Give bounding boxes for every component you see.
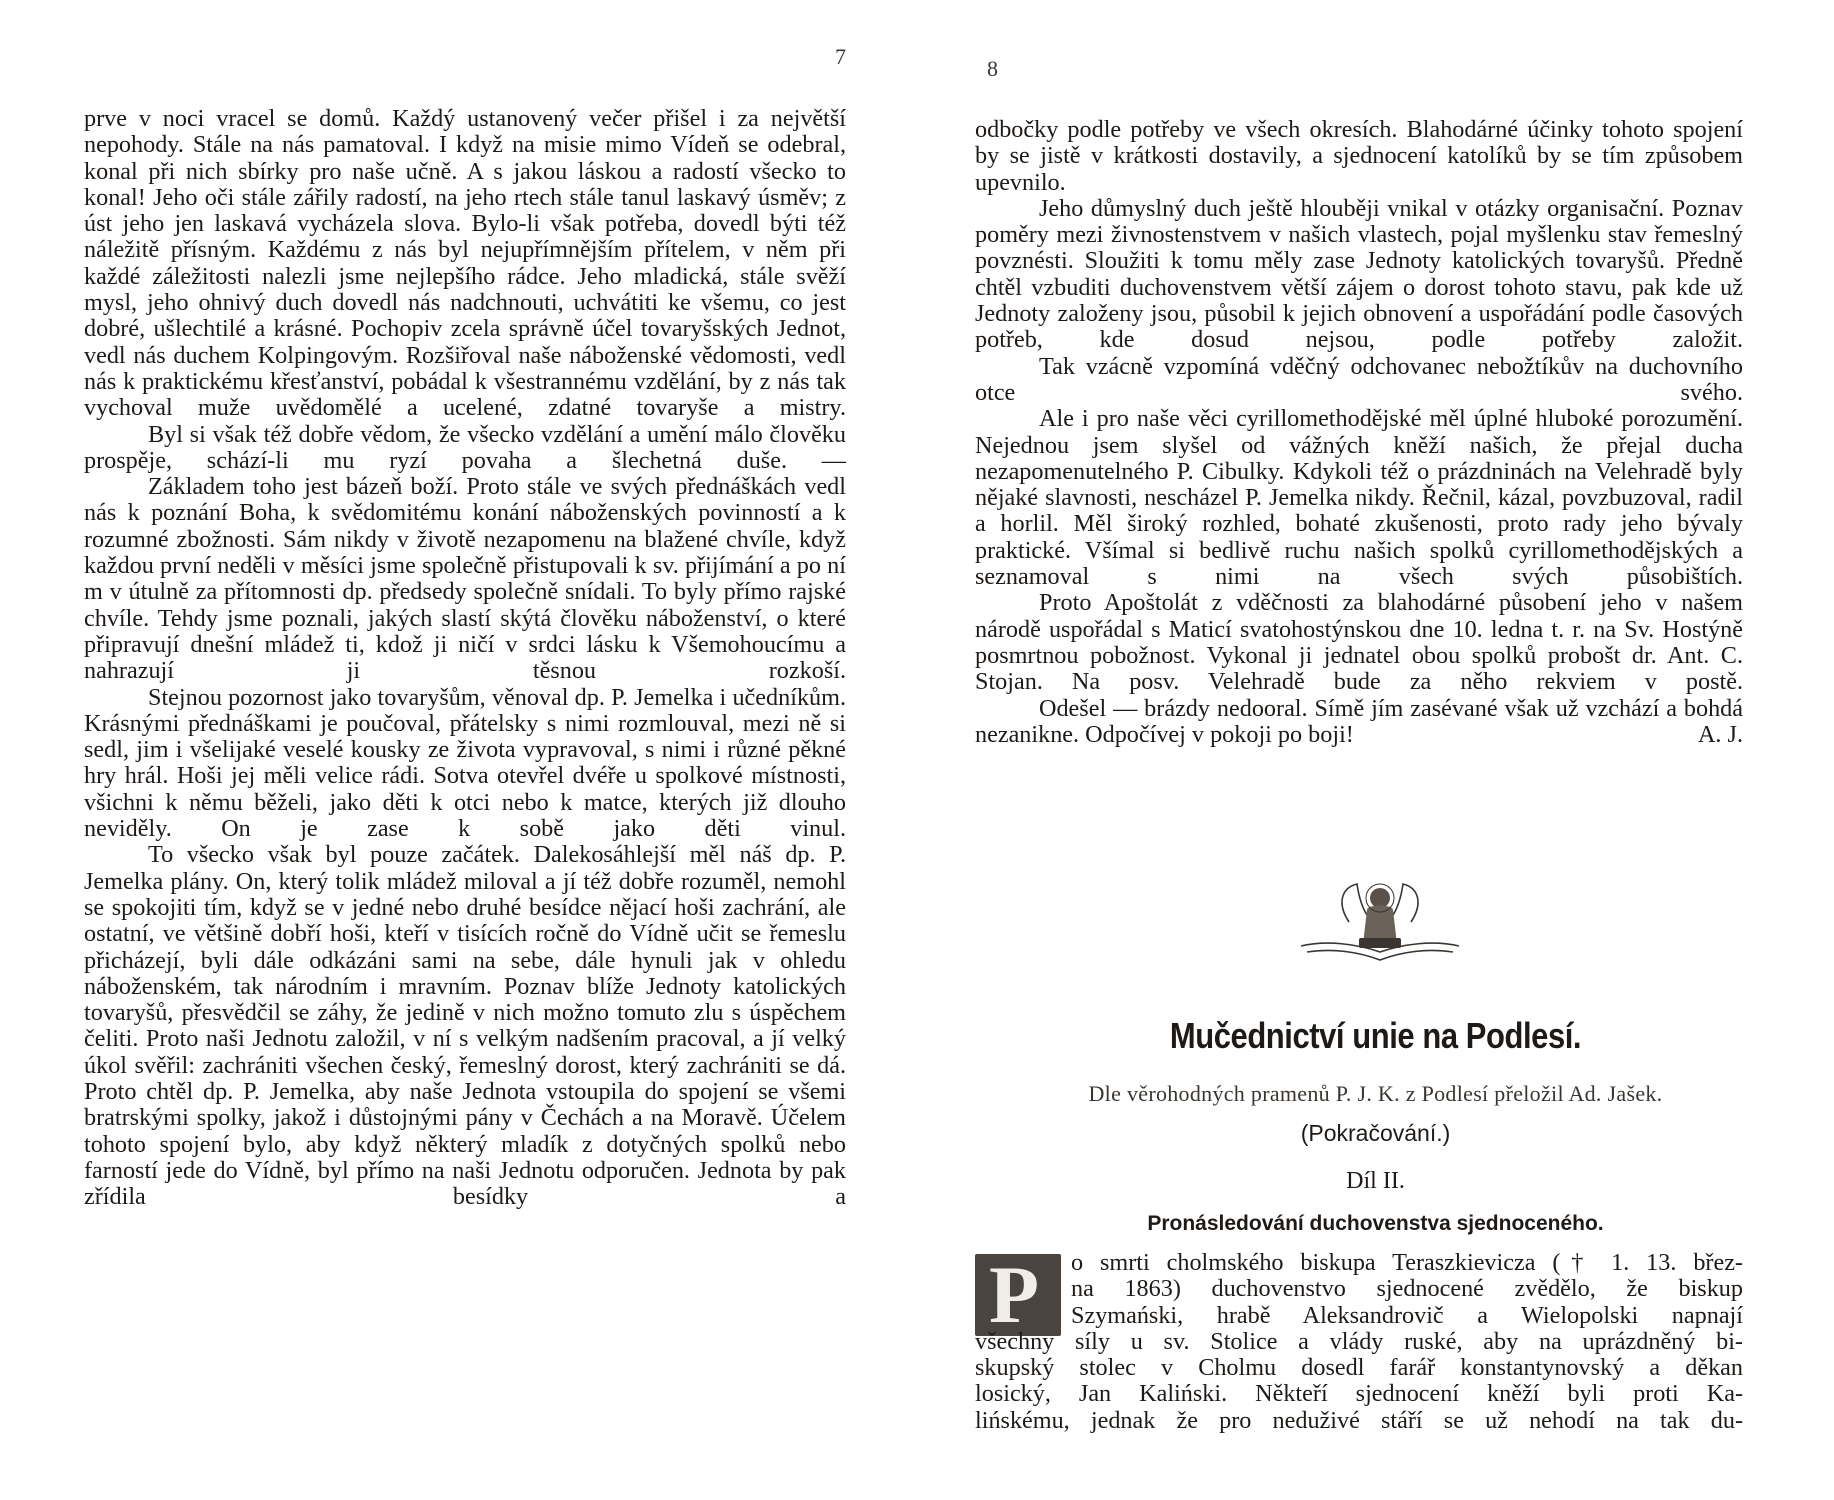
paragraph: Tak vzácně vzpomíná vděčný odchovanec nebožtíkův na duchovního otce svého. [975, 352, 1743, 406]
paragraph: Byl si však též dobře vědom, že všecko vzdělání a umění málo člověku prospěje, schází-li mu ryzí povaha a šlechetná duše. — [84, 420, 846, 474]
signature: A. J. [1697, 720, 1743, 748]
paragraph: To všecko však byl pouze začátek. Dalekosáhlejší měl náš dp. P. Jemelka plány. On, který tolik mládež miloval a jí též dobře rozuměl, nemohl se spokojiti tím, když se v jedné nebo druhé besídce nějací hoši zachrání, ale ostatní, ve většině dobří hoši, kteří v tisících ročně do Vídně učit se řemeslu přicházejí, byli dále odkázáni sami na sebe, dále hynuli jak v ohledu náboženském, tak národním i mravním. Poznav blíže Jednoty katolických tovaryšů, přesvědčil se záhy, že jedině v nich možno tomuto zlu s úspěchem čeliti. Proto naši Jednotu založil, v ní s velkým nadšením pracoval, a jí velký úkol svěřil: zachrániti všechen český, řemeslný dorost, který zachrániti se dá. Proto chtěl dp. P. Jemelka, aby naše Jednota vstoupila do spojení se všemi bratrskými spolky, jakož i důstojnými pány v Čechách a na Moravě. Účelem tohoto spojení bylo, aby když některý mladík z dotyčných spolků nebo farností jede do Vídně, byl přímo na naši Jednotu odporučen. Jednota by pak zřídila besídky a [84, 841, 846, 1211]
paragraph: Ale i pro naše věci cyrillomethodějské měl úplné hluboké porozumění. Nejednou jsem slyšel od vážných kněží našich, že přejal ducha nezapomenutelného P. Cibulky. Kdykoli též o prázdninách na Velehradě byly nějaké slavnosti, nescházel P. Jemelka nikdy. Řečnil, kázal, povzbuzoval, radil a horlil. Měl široký rozhled, bohaté zkušenosti, proto rady jeho bývaly praktické. Všímal si bedlivě ruchu našich spolků cyrillomethodějských a seznamoval s nimi na všech svých působištích. [975, 405, 1743, 591]
chapter-text [975, 1250, 1743, 1482]
paragraph: prve v noci vracel se domů. Každý ustanovený večer přišel i za největší nepohody. Stále na nás pamatoval. I když na misie mimo Vídeň se odebral, konal při nich sbírky pro naše učně. A s jakou láskou a radostí všecko to konal! Jeho oči stále zářily radostí, na jeho rtech stále tanul laskavý úsměv; z úst jeho jen laskavá vycházela slova. Bylo-li však potřeba, dovedl býti též náležitě přísným. Každému z nás byl nejupřímnějším přítelem, v něm při každé záležitosti nalezli jsme nejlepšího rádce. Jeho mladická, stále svěží mysl, jeho ohnivý duch dovedl nás nadchnouti, uchvátiti ke všemu, co jest dobré, ušlechtilé a krásné. Pochopiv zcela správně účel tovaryšských Jednot, vedl nás duchem Kolpingovým. Rozšiřoval naše náboženské vědomosti, vedl nás k praktickému křesťanství, pobádal k všestrannému vzdělání, by z nás tak vychoval muže uvědomělé a ucelené, zdatné tovaryše a mistry. [84, 105, 846, 422]
right-body-text [975, 117, 1743, 748]
paragraph: Proto Apoštolát z vděčnosti za blahodárné působení jeho v našem národě uspořádal s Maticí svatohostýnskou dne 10. ledna t. r. na Sv. Hostýně posmrtnou pobožnost. Vykonal ji jednatel obou spolků probošt dr. Ant. C. Stojan. Na posv. Velehradě bude za něho rekviem v postě. [975, 589, 1743, 696]
text-line: o smrti cholmského biskupa Teraszkievicza († 1. 13. břez- [1071, 1249, 1743, 1276]
section-heading: Pronásledování duchovenstva sjednoceného. [1147, 1212, 1604, 1235]
drop-cap-letter: P [989, 1249, 1040, 1340]
text-line: Szymański, hrabě Aleksandrovič a Wielopolski napnají [1071, 1301, 1743, 1329]
paragraph: Stejnou pozornost jako tovaryšům, věnoval dp. P. Jemelka i učedníkům. Krásnými přednáškami je poučoval, přátelsky s nimi rozmlouval, mezi ně si sedl, jim i všelijaké veselé kousky ze života vypravoval, s nimi i různé pěkné hry hrál. Hoši jej měli velice rádi. Sotva otevřel dvéře u spolkové místnosti, všichni k němu běželi, jako děti k otci nebo k matce, kterých již dlouho neviděly. On je zase k sobě jako děti vinul. [84, 683, 846, 843]
right-page [917, 0, 1834, 1500]
text-line: lińskému, jednak že pro neduživé stáří se už nehodí na tak du- [975, 1406, 1743, 1434]
paragraph [975, 696, 1743, 749]
text-line: losický, Jan Kaliński. Někteří sjednocení kněží byli proti Ka- [975, 1380, 1743, 1408]
left-body-text [84, 106, 846, 1210]
text-line: všechny síly u sv. Stolice a vlády ruské, aby na uprázdněný bi- [975, 1327, 1743, 1355]
paragraph: odbočky podle potřeby ve všech okresích. Blahodárné účinky tohoto spojení by se jistě v krátkosti dostavily, a sjednocení katolíků by se tím způsobem upevnilo. [975, 116, 1743, 196]
text-line: na 1863) duchovenstvo sjednocené zvědělo, že biskup [1071, 1275, 1743, 1303]
paragraph: Základem toho jest bázeň boží. Proto stále ve svých přednáškách vedl nás k poznání Boha, k svědomitému konání náboženských povinností a k rozumné zbožnosti. Sám nikdy v životě nezapomenu na blažené chvíle, když každou první neděli v měsíci jsme společně přistupovali k sv. přijímání a po ní m v útulně za přítomnosti dp. předsedy společně snídali. To byly přímo rajské chvíle. Tehdy jsme poznali, jakých slastí skýtá člověku náboženství, o které připravují dnešní mládež ti, kdož ji ničí v srdci lásku k Všemohoucímu a nahrazují ji těsnou rozkoší. [84, 473, 846, 685]
continuation-note: (Pokračování.) [1300, 1120, 1451, 1146]
part-heading: Díl II. [1346, 1168, 1405, 1194]
article-byline: Dle věrohodných pramenů P. J. K. z Podlesí přeložil Ad. Jašek. [1088, 1081, 1663, 1106]
article-title: Mučednictví unie na Podlesí. [1169, 1015, 1582, 1056]
chapter-lines [975, 1250, 1743, 1434]
angel-vignette-icon [1297, 874, 1463, 968]
paragraph: Jeho důmyslný duch ještě hlouběji vnikal v otázky organisační. Poznav poměry mezi živnostenstvem v našich vlastech, pojal myšlenku stav řemeslný povznésti. Sloužiti k tomu měly zase Jednoty katolických tovaryšů. Předně chtěl vzbuditi duchovenstvem větší zájem o dorost tohoto stavu, pak kde už Jednoty založeny jsou, působil k jejich obnovení a uspořádání podle časových potřeb, kde dosud nejsou, podle potřeby založit. [975, 194, 1743, 354]
page-number: 7 [835, 44, 846, 69]
page-number: 8 [987, 56, 998, 81]
closing-paragraph-text: Odešel — brázdy nedooral. Símě jím zasévané však už vzchází a bohdá nezanikne. Odpočívej v pokoji po boji! [975, 694, 1743, 748]
text-line: skupský stolec v Cholmu dosedl farář konstantynovský a děkan [975, 1354, 1743, 1382]
